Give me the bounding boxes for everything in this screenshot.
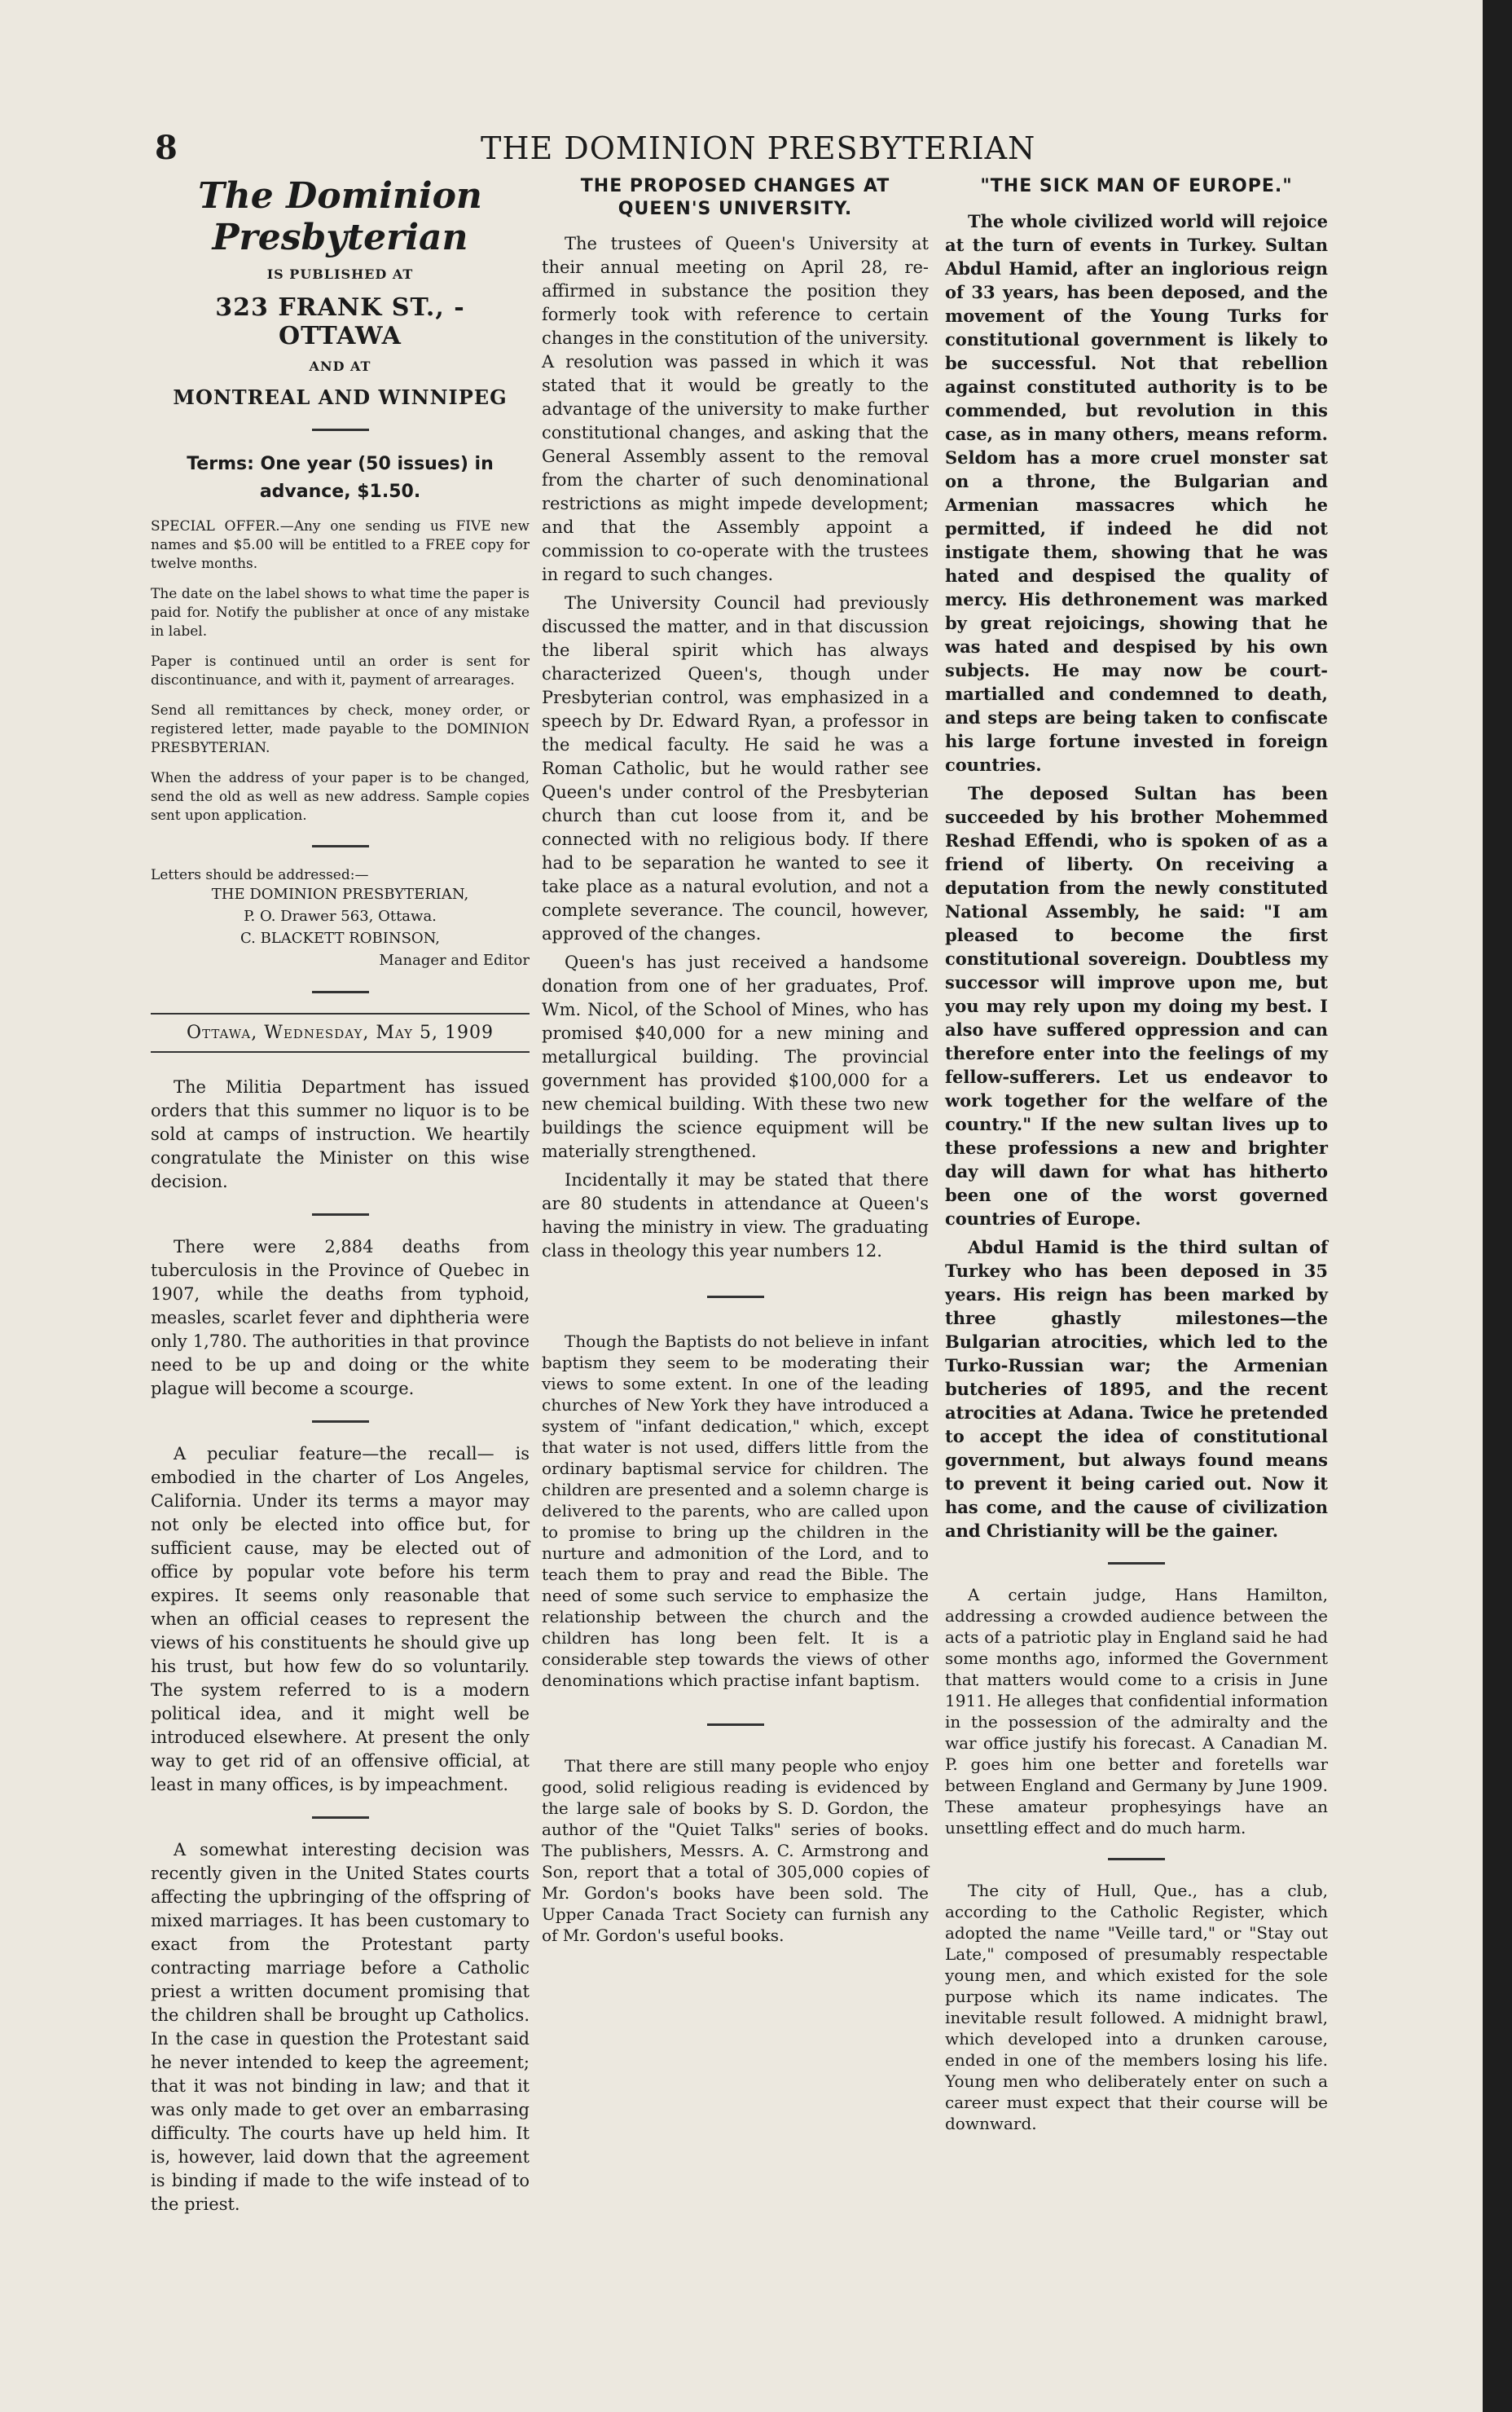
article-paragraph: Abdul Hamid is the third sultan of Turkey who has been deposed in 35 years. His reign has been marked by three ghastly milestones—the Bulgarian atrocities, which led to the Turko-Russian war; the Armenian butcheries of 1895, and the recent atrocities at Adana. Twice he pretended to accept the idea of constitutional government, but always found means to prevent it being caried out. Now it has come, and the cause of civilization and Christianity will be the gainer. [945,1237,1328,1541]
masthead-cities: MONTREAL AND WINNIPEG [173,385,508,409]
dateline: Ottawa, Wednesday, May 5, 1909 [151,1013,530,1053]
notice-special-offer: SPECIAL OFFER.—Any one sending us FIVE new names and $5.00 will be entitled to a FREE copy for twelve months. [151,518,530,572]
item-gordon-books: That there are still many people who enjoy good, solid religious reading is evidenced by the large sale of books by S. D. Gordon, the author of the "Quiet Talks" series of books. The publishers, Messrs. A. C. Armstrong and Son, report that a total of 305,000 copies of Mr. Gordon's books have been sold. The Upper Canada Tract Society can furnish any of Mr. Gordon's useful books. [542,1756,929,1945]
article-paragraph: Queen's has just received a handsome donation from one of her graduates, Prof. Wm. Nicol, of the School of Mines, who has promised $40,000 for a new mining and metallurgical building. The provincial government has provided $100,000 for a new chemical building. With these two new buildings the science equipment will be materially strengthened. [542,953,929,1161]
addressee-line: Manager and Editor [379,952,530,969]
item-hull-club: The city of Hull, Que., has a club, according to the Catholic Register, which adopted the name "Veille tard," or "Stay out Late," composed of presumably respectable young men, and which existed for the sole purpose which its name indicates. The inevitable result followed. A midnight brawl, which developed into a drunken carouse, ended in one of the members losing his life. Young men who deliberately enter on such a career must expect that their course will be downward. [945,1881,1328,2133]
subscription-terms: Terms: One year (50 issues) in advance, $1.50. [187,454,494,502]
column-2 [542,175,929,1946]
notice-label-date: The date on the label shows to what time the paper is paid for. Notify the publisher at once of any mistake in label. [151,586,530,640]
masthead-title: The Dominion Presbyterian [198,175,482,258]
item-judge-hamilton: A certain judge, Hans Hamilton, addressing a crowded audience between the acts of a patriotic play in England said he had some months ago, informed the Government that matters would come to a crisis in June 1911. He alleges that confidential information in the possession of the admiralty and the war office justify his forecast. A Canadian M. P. goes him one better and foretells war between England and Germany by June 1909. These amateur prophesyings have an unsettling effect and do much harm. [945,1585,1328,1838]
article-paragraph: The whole civilized world will rejoice at the turn of events in Turkey. Sultan Abdul Hamid, after an inglorious reign of 33 years, has been deposed, and the movement of the Young Turks for constitutional government is likely to be successful. Not that rebellion against constituted authority is to be commended, but revolution in this case, as in many others, means reform. Seldom has a more cruel monster sat on a throne, the Bulgarian and Armenian massacres which he permitted, if indeed he did not instigate them, showing that he was hated and despised the quality of mercy. His dethronement was marked by great rejoicings, showing that he was hated and despised by his own subjects. He may now be court-martialled and condemned to death, and steps are being taken to confiscate his large fortune invested in foreign countries. [945,211,1328,775]
column-3 [945,175,1328,2134]
item-baptists: Though the Baptists do not believe in infant baptism they seem to be moderating their views to some extent. In one of the leading churches of New York they have introduced a system of "infant dedication," which, except that water is not used, differs little from the ordinary baptismal service for children. The children are presented and a solemn charge is delivered to the parents, who are called upon to promise to bring up the children in the nurture and admonition of the Lord, and to teach them to pray and read the Bible. The need of some such service to emphasize the relationship between the church and the children has long been felt. It is a considerable step towards the views of other denominations which practise infant baptism. [542,1331,929,1690]
article-paragraph: The deposed Sultan has been succeeded by his brother Mohemmed Reshad Effendi, who is spoken of as a friend of liberty. On receiving a deputation from the newly constituted National Assembly, he said: "I am pleased to become the first constitutional sovereign. Doubtless my successor will improve upon me, but you may rely upon my doing my best. I also have suffered oppression and can therefore enter into the feelings of my fellow-sufferers. Let us endeavor to work together for the welfare of the country." If the new sultan lives up to these professions a new and brighter day will dawn for what has hitherto been one of the worst governed countries of Europe. [945,783,1328,1229]
page-header [155,129,1344,174]
notice-continuance: Paper is continued until an order is sent for discontinuance, and with it, payment of arrearages. [151,654,530,689]
addressee-line: THE DOMINION PRESBYTERIAN, [211,886,469,903]
notice-address-change: When the address of your paper is to be changed, send the old as well as new address. Sample copies sent upon application. [151,770,530,824]
divider [312,429,369,431]
divider [1108,1562,1165,1565]
divider [707,1723,764,1726]
published-at: IS PUBLISHED AT [266,266,414,282]
addressee-line: C. BLACKETT ROBINSON, [240,930,440,947]
column-1 [151,175,530,2216]
and-at: AND AT [309,359,371,374]
divider [312,1816,369,1819]
masthead-address: 323 FRANK ST., - OTTAWA [215,293,465,350]
divider [312,1213,369,1216]
running-head: THE DOMINION PRESBYTERIAN [481,130,1036,166]
divider [312,845,369,847]
item-militia: The Militia Department has issued orders that this summer no liquor is to be sold at camps of instruction. We heartily congratulate the Minister on this wise decision. [151,1077,530,1191]
item-recall: A peculiar feature—the recall— is embodied in the charter of Los Angeles, California. Under its terms a mayor may not only be elected into office but, for sufficient cause, may be elected out of office by popular vote before his term expires. It seems only reasonable that when an official ceases to represent the views of his constituents he should give up his trust, but how few do so voluntarily. The system referred to is a modern political idea, and it might well be introduced elsewhere. At present the only way to get rid of an offensive official, at least in many offices, is by impeachment. [151,1444,530,1794]
addressee-line: P. O. Drawer 563, Ottawa. [244,908,437,925]
article-paragraph: The University Council had previously discussed the matter, and in that discussion the liberal spirit which has always characterized Queen's, though under Presbyterian control, was emphasized in a speech by Dr. Edward Ryan, a professor in the medical faculty. He said he was a Roman Catholic, but he would rather see Queen's under control of the Presbyterian church than cut loose from it, and be connected with no religious body. If there had to be separation he wanted to see it take place as a natural evolution, and not a complete severance. The council, however, approved of the changes. [542,593,929,944]
item-tuberculosis: There were 2,884 deaths from tuberculosis in the Province of Quebec in 1907, while the deaths from typhoid, measles, scarlet fever and diphtheria were only 1,780. The authorities in that province need to be up and doing or the white plague will become a scourge. [151,1237,530,1398]
divider [312,991,369,993]
page-number: 8 [155,129,178,167]
divider [707,1296,764,1298]
letters-label: Letters should be addressed:— [151,867,369,883]
divider [312,1420,369,1423]
item-mixed-marriages: A somewhat interesting decision was recently given in the United States courts affecting the upbringing of the offspring of mixed marriages. It has been customary to exact from the Protestant party contracting marriage before a Catholic priest a written document promising that the children shall be brought up Catholics. In the case in question the Protestant said he never intended to keep the agreement; that it was not binding in law; and that it was only made to get over an embarrasing difficulty. The courts have up held him. It is, however, laid down that the agreement is binding if made to the wife instead of to the priest. [151,1840,530,2214]
article-headline-sick-man: "THE SICK MAN OF EUROPE." [980,176,1293,196]
scan-edge [1483,0,1512,2412]
divider [1108,1858,1165,1860]
notice-remittances: Send all remittances by check, money order, or registered letter, made payable to the DOMINION PRESBYTERIAN. [151,702,530,756]
article-paragraph: The trustees of Queen's University at their annual meeting on April 28, re-affirmed in substance the position they formerly took with reference to certain changes in the constitution of the university. A resolution was passed in which it was stated that it would be greatly to the advantage of the university to make further constitutional changes, and asking that the General Assembly assent to the removal from the charter of such denominational restrictions as might impede development; and that the Assembly appoint a commission to co-operate with the trustees in regard to such changes. [542,234,929,584]
article-paragraph: Incidentally it may be stated that there are 80 students in attendance at Queen's having the ministry in view. The graduating class in theology this year numbers 12. [542,1170,929,1261]
article-headline-queens: THE PROPOSED CHANGES AT QUEEN'S UNIVERSITY. [580,176,890,219]
